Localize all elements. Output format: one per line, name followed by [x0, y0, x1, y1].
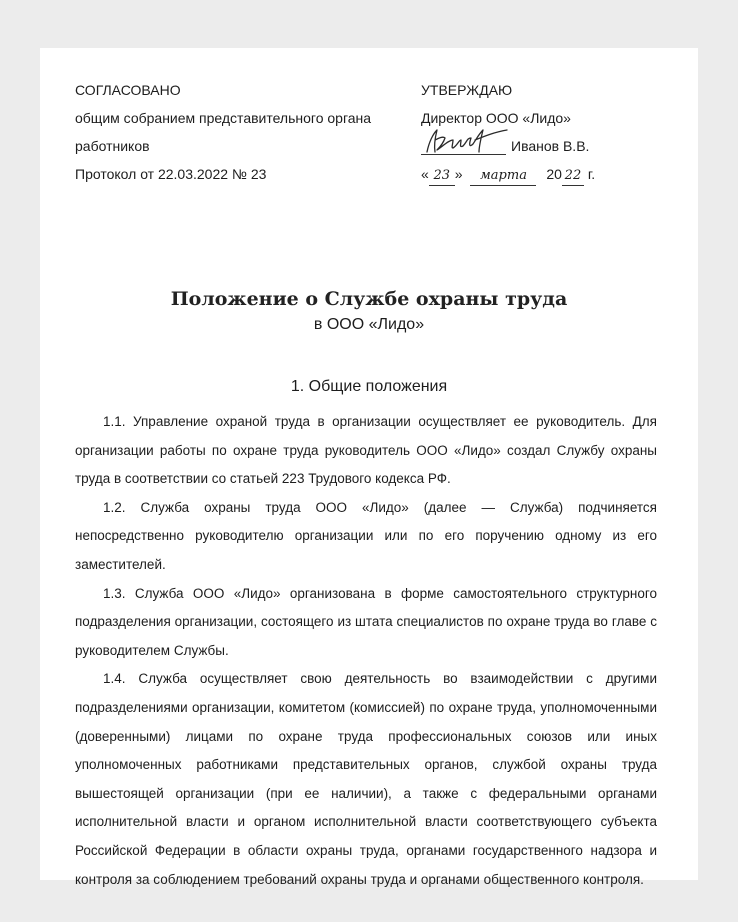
approver-position: Директор ООО «Лидо»: [421, 110, 571, 126]
agreed-body-line: общим собранием представительного органа: [75, 110, 372, 126]
approval-block-approved: [421, 76, 671, 188]
paragraph: 1.3. Служба ООО «Лидо» организована в форме самостоятельного структурного подразделения организации, состоящего из штата специалистов по охране труда во главе с руководителем Службы.: [75, 585, 657, 658]
paragraph: 1.1. Управление охраной труда в организации осуществляет ее руководитель. Для организации работы по охране труда руководитель ООО «Лидо» создал Службу охраны труда в соответствии со статьей 223 Трудового кодекса РФ.: [75, 414, 657, 487]
paragraph: 1.4. Служба осуществляет свою деятельность во взаимодействии с другими подразделениями организации, комитетом (комиссией) по охране труда, уполномоченными (доверенными) лицами по охране труда профессиональных союзов или иных уполномоченных работниками представительных органов, службой охраны труда вышестоящей организации (при ее наличии), а также с федеральными органами исполнительной власти и органом исполнительной власти соответствующего субъекта Российской Федерации в области охраны труда, органами государственного надзора и контроля за соблюдением требований охраны труда и органами общественного контроля.: [75, 671, 657, 887]
date-month: марта: [470, 167, 536, 186]
paragraph: 1.2. Служба охраны труда ООО «Лидо» (далее — Служба) подчиняется непосредственно руководителю организации или по его поручению одному из его заместителей.: [75, 499, 657, 572]
date-open-quote: «: [421, 166, 429, 182]
agreed-protocol: Протокол от 22.03.2022 № 23: [75, 166, 267, 182]
signature-line: [421, 154, 506, 155]
date-year-prefix: 20: [546, 166, 562, 182]
approved-label: УТВЕРЖДАЮ: [421, 82, 513, 98]
approval-date: [421, 160, 671, 188]
section-heading: 1. Общие положения: [290, 378, 448, 395]
document-page: [40, 48, 698, 887]
date-year-unit: г.: [587, 166, 596, 182]
date-close-quote: »: [454, 166, 463, 182]
agreed-body-line-2: работников: [75, 138, 150, 154]
handwritten-signature: [423, 126, 509, 156]
signer-name: Иванов В.В.: [511, 138, 590, 154]
date-year-suffix: 22: [562, 167, 584, 186]
document-subtitle: в ООО «Лидо»: [313, 316, 425, 333]
signature-row: [421, 132, 671, 160]
document-title: Положение о Службе охраны труда: [170, 288, 568, 310]
approval-block-agreed: [75, 76, 395, 188]
date-day: 23: [429, 167, 455, 186]
section-body: [75, 408, 657, 894]
agreed-label: СОГЛАСОВАНО: [75, 82, 181, 98]
